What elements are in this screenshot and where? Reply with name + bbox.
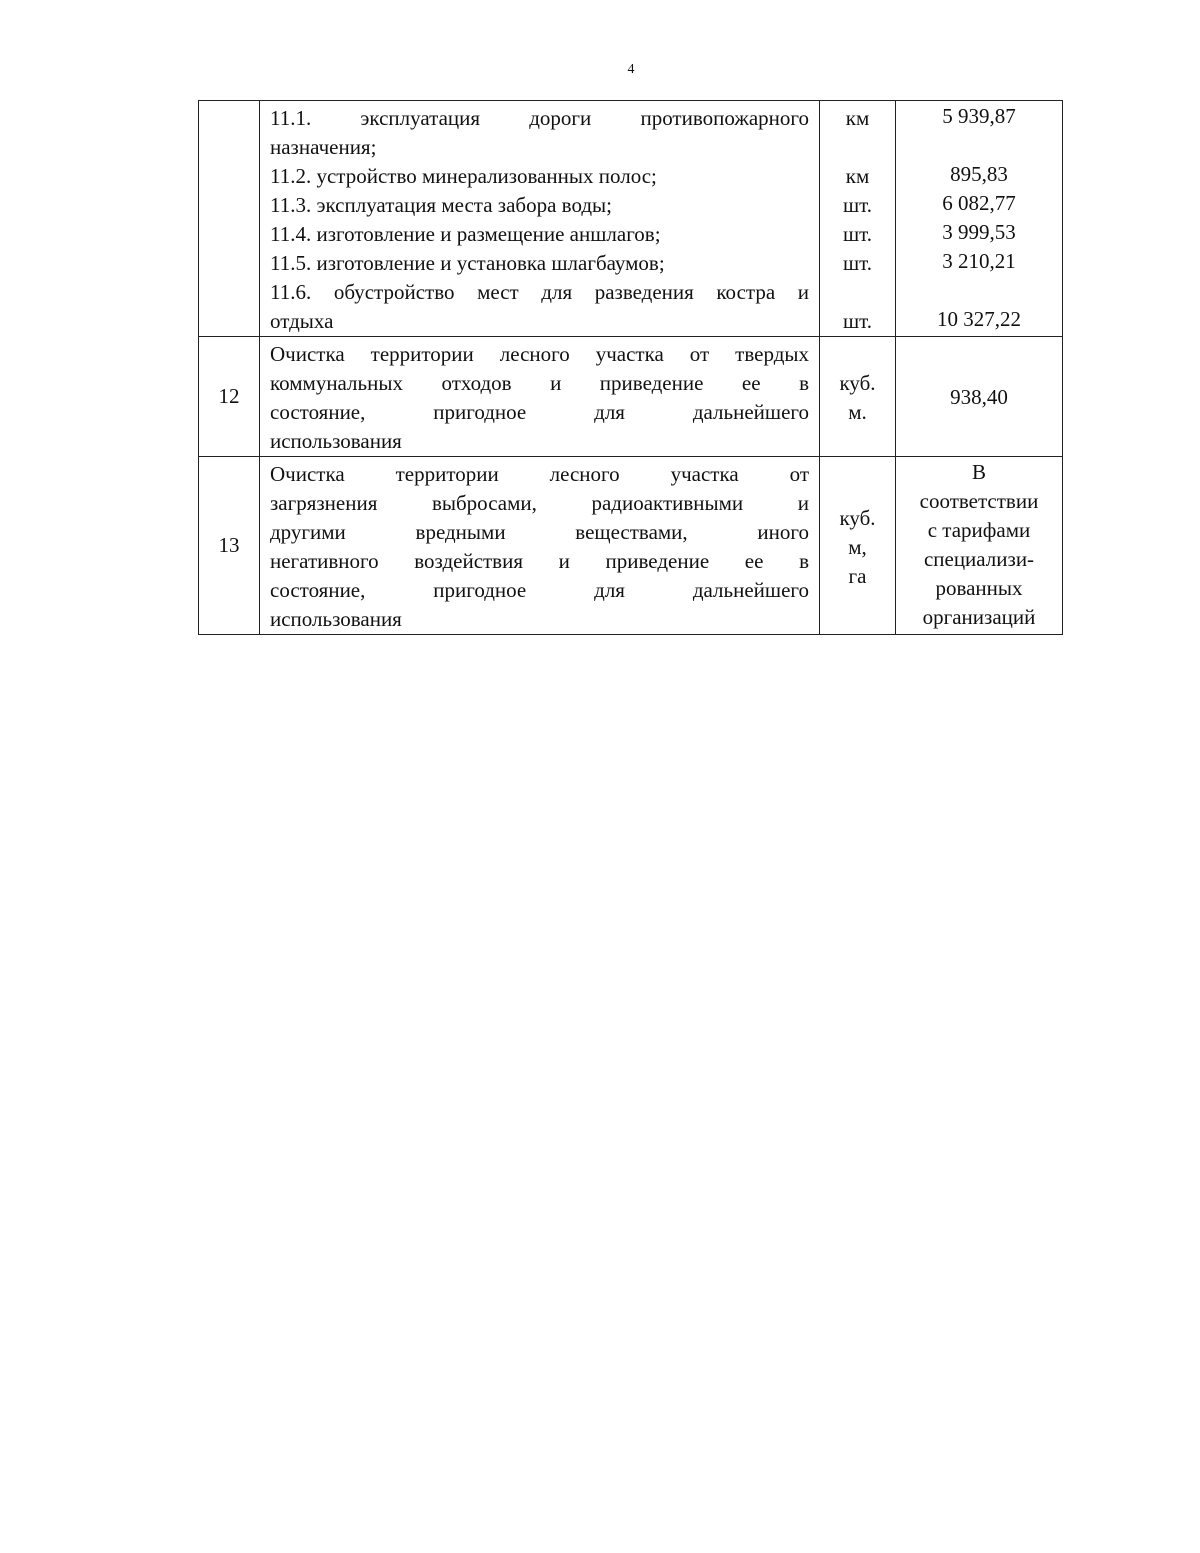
- unit-line: км: [845, 106, 870, 130]
- value-line: 3 999,53: [942, 220, 1016, 244]
- unit-line: км: [845, 164, 870, 188]
- unit-line: [820, 278, 895, 307]
- value-line: [896, 131, 1062, 160]
- row-number: 12: [199, 337, 260, 457]
- value-line: 5 939,87: [942, 104, 1016, 128]
- unit-line: га: [848, 563, 867, 588]
- unit-line: куб.: [839, 505, 876, 530]
- work-description: [260, 337, 820, 457]
- unit-line: [820, 133, 895, 162]
- description-line: использования: [270, 429, 402, 453]
- unit-cell: [820, 337, 896, 457]
- unit-line: шт.: [842, 309, 873, 333]
- row-number: 13: [199, 457, 260, 635]
- value-cell: [896, 101, 1063, 337]
- value-line: с тарифами: [927, 518, 1031, 542]
- value-line: организаций: [922, 605, 1036, 629]
- description-line: состояние, пригодное для дальнейшего: [270, 578, 809, 602]
- unit-line: м,: [848, 534, 867, 559]
- value-line: В: [971, 460, 986, 484]
- table-row: [199, 457, 1063, 635]
- description-line: 11.4. изготовление и размещение аншлагов;: [270, 222, 661, 246]
- description-line: загрязнения выбросами, радиоактивными и: [270, 491, 809, 515]
- description-line: использования: [270, 607, 402, 631]
- unit-line: шт.: [842, 251, 873, 275]
- description-line: Очистка территории лесного участка от твердых: [270, 342, 809, 366]
- value-line: 10 327,22: [937, 307, 1021, 331]
- description-line: коммунальных отходов и приведение ее в: [270, 371, 809, 395]
- value-line: соответствии: [919, 489, 1039, 513]
- value-cell: [896, 337, 1063, 457]
- value-line: 938,40: [950, 384, 1008, 409]
- description-line: 11.2. устройство минерализованных полос;: [270, 164, 657, 188]
- description-line: другими вредными веществами, иного: [270, 520, 809, 544]
- tariff-table: [198, 100, 1063, 635]
- description-line: Очистка территории лесного участка от: [270, 462, 809, 486]
- value-line: 895,83: [950, 162, 1008, 186]
- description-line: негативного воздействия и приведение ее в: [270, 549, 809, 573]
- description-line: 11.5. изготовление и установка шлагбаумов;: [270, 251, 665, 275]
- description-line: состояние, пригодное для дальнейшего: [270, 400, 809, 424]
- value-line: [896, 276, 1062, 305]
- description-line: 11.6. обустройство мест для разведения костра и: [270, 280, 809, 304]
- unit-cell: [820, 101, 896, 337]
- work-description: [260, 457, 820, 635]
- work-description: [260, 101, 820, 337]
- description-line: отдыха: [270, 309, 334, 333]
- table-row: [199, 337, 1063, 457]
- value-line: 3 210,21: [942, 249, 1016, 273]
- description-line: 11.3. эксплуатация места забора воды;: [270, 193, 612, 217]
- value-cell: [896, 457, 1063, 635]
- unit-line: шт.: [842, 222, 873, 246]
- unit-line: куб.: [839, 371, 876, 395]
- unit-line: м.: [848, 400, 867, 424]
- page-number: 4: [627, 62, 635, 77]
- description-line: назначения;: [270, 135, 377, 159]
- unit-cell: [820, 457, 896, 635]
- value-line: 6 082,77: [942, 191, 1016, 215]
- table-row: [199, 101, 1063, 337]
- value-line: специализи-: [923, 547, 1035, 571]
- description-line: 11.1. эксплуатация дороги противопожарного: [270, 106, 809, 130]
- unit-line: шт.: [842, 193, 873, 217]
- value-line: рованных: [935, 576, 1023, 600]
- row-number: [199, 101, 260, 337]
